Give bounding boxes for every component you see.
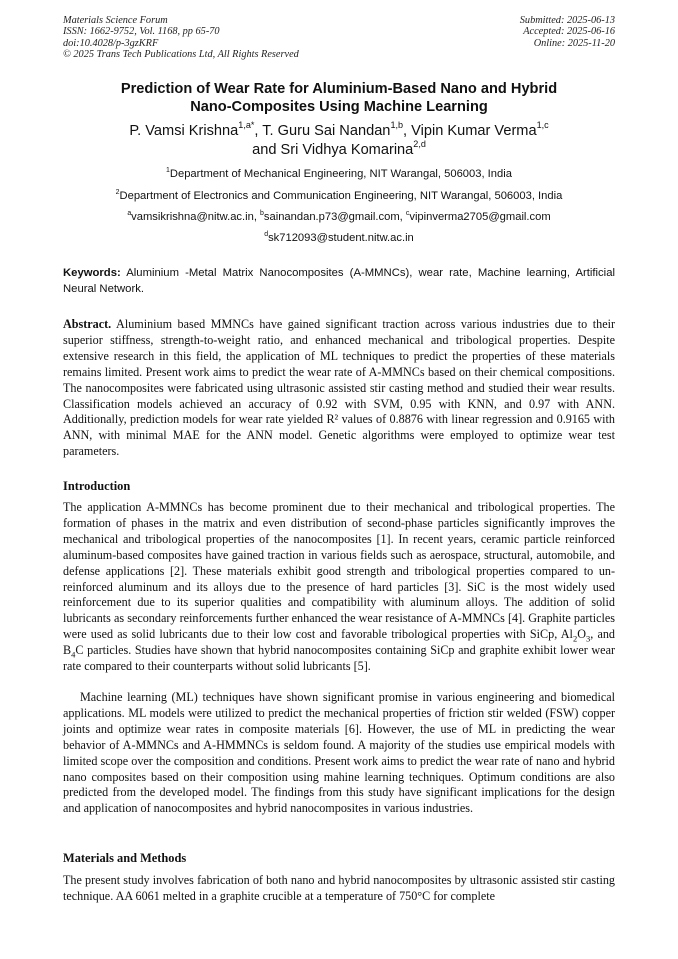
abstract-label: Abstract.	[63, 317, 112, 331]
email-list-2	[40, 232, 638, 245]
email-link[interactable]: vipinverma2705@gmail.com	[409, 211, 551, 223]
author-line-1	[40, 122, 638, 141]
keywords	[63, 266, 615, 297]
email-link[interactable]: sainandan.p73@gmail.com,	[263, 211, 406, 223]
affiliation-1	[40, 168, 638, 181]
email-marker: c	[405, 209, 410, 217]
subscript: 2	[572, 633, 578, 644]
keywords-text: Aluminium -Metal Matrix Nanocomposites (A-MMNCs), wear rate, Machine learning, Artificial Neural Network.	[63, 267, 615, 295]
email-list	[40, 211, 638, 224]
journal-copyright: © 2025 Trans Tech Publications Ltd, All Rights Reserved	[63, 49, 299, 61]
author-name: P. Vamsi Krishna	[129, 123, 239, 139]
publication-dates	[520, 15, 615, 49]
affiliation-text: Department of Electronics and Communication Engineering, NIT Warangal, 506003, India	[119, 190, 563, 202]
date-online: Online: 2025-11-20	[533, 37, 615, 49]
author-name: Sri Vidhya Komarina	[280, 142, 414, 158]
author-marker: 2,d	[413, 139, 426, 150]
author-separator: ,	[254, 123, 263, 139]
abstract-text: Aluminium based MMNCs have gained significant traction across various industries due to their superior stiffness, strength-to-weight ratio, and enhanced mechanical and tribological properties. Despite extensive research in this field, the application of ML techniques to predict the properties of these materials remains limited. Present work aims to predict the wear rate of A-MMNCs based on their chemical compositions. The nanocomposites were fabricated using ultrasonic assisted stir casting method and studied their wear results. Classification models achieved an accuracy of 0.92 with SVM, 0.95 with KNN, and 0.97 with ANN. Additionally, prediction models for wear rate yielded R² values of 0.8876 with linear regression and 0.9165 with ANN, with minimal MAE for the ANN model. Genetic algorithms were employed to optimize wear test parameters.	[63, 317, 615, 459]
paragraph-text: The application A-MMNCs has become prominent due to their mechanical and tribological properties. The formation of phases in the matrix and even distribution of second-phase particles significantly improves the mechanical and tribological properties of the nanocomposites [1]. In recent years, ceramic particle reinforced aluminum-based composites have gained traction in various fields such as aerospace, structural, automobile, and defense applications [2]. These materials exhibit good strength and tribological properties compared to un-reinforced aluminum and its alloys due to the presence of hard particles [3]. SiC is the most widely used reinforcement due to its superior qualities and compatibility with aluminum alloys. The addition of solid lubricants as secondary reinforcements further enhanced the wear resistance of A-MMNCs [4]. Graphite particles were used as solid lubricants due to their low cost and favorable tribological properties with SiCp, Al	[63, 500, 615, 642]
affiliation-text: Department of Mechanical Engineering, NIT Warangal, 506003, India	[169, 168, 512, 180]
paragraph-text: C particles. Studies have shown that hybrid nanocomposites containing SiCp and graphite exhibit lower wear rate compared to their counterparts without solid lubricants [5].	[63, 643, 615, 674]
paragraph-text: , and B	[63, 627, 615, 658]
email-link[interactable]: sk712093@student.nitw.ac.in	[268, 232, 414, 244]
author-separator: ,	[403, 123, 412, 139]
introduction-paragraph-2: Machine learning (ML) techniques have shown significant promise in various engineering and biomedical applications. ML models were utilized to predict the mechanical properties of friction stir welded (FSW) copper joints and optimize wear rates in composite materials [6]. However, the use of ML in predicting the wear behavior of A-MMNCs and A-HMMNCs is seldom found. A majority of the studies use empirical models with limited scope over the composition and conditions. Present work aims to predict the wear rate of nano and hybrid nano composites based on their composition using mahine learning techniques. Optimum conditions are also predicted from the developed model. The findings from this study have significant implications for the design and application of nanocomposites and hybrid nanocomposites in various industries.	[63, 690, 615, 816]
author-conjunction: and	[252, 142, 281, 158]
email-marker: a	[127, 209, 132, 217]
affiliation-marker: 2	[115, 188, 120, 196]
author-list	[40, 122, 638, 160]
affiliation-2	[40, 190, 638, 203]
abstract	[63, 317, 615, 460]
author-line-2	[40, 141, 638, 160]
paper-title-line-2: Nano-Composites Using Machine Learning	[190, 98, 488, 115]
date-submitted: Submitted: 2025-06-13	[519, 15, 615, 26]
journal-name: Materials Science Forum	[63, 15, 168, 26]
keywords-label: Keywords:	[63, 267, 121, 279]
journal-doi[interactable]: doi:10.4028/p-3gzKRF	[63, 37, 159, 49]
affiliation-marker: 1	[166, 166, 170, 174]
paragraph-text: O	[577, 627, 586, 642]
author-marker: 1,c	[536, 120, 549, 131]
section-heading-introduction: Introduction	[63, 479, 131, 493]
methods-paragraph-1: The present study involves fabrication of both nano and hybrid nanocomposites by ultrasonic assisted stir casting technique. AA 6061 melted in a graphite crucible at a temperature of 750°C for complete	[63, 873, 615, 903]
journal-issn: ISSN: 1662-9752, Vol. 1168, pp 65-70	[63, 26, 220, 38]
author-name: T. Guru Sai Nandan	[262, 123, 391, 139]
subscript: 4	[71, 649, 76, 660]
author-marker: 1,b	[390, 120, 404, 131]
email-link[interactable]: vamsikrishna@nitw.ac.in,	[131, 211, 261, 223]
author-marker: 1,a*	[238, 120, 255, 131]
introduction-paragraph-1	[63, 500, 615, 675]
paper-title	[40, 81, 638, 116]
email-marker: b	[260, 209, 264, 217]
subscript: 3	[585, 633, 591, 644]
email-marker: d	[264, 230, 269, 238]
paper-title-line-1: Prediction of Wear Rate for Aluminium-Based Nano and Hybrid	[120, 81, 558, 97]
date-accepted: Accepted: 2025-06-16	[523, 26, 615, 38]
journal-info	[63, 15, 299, 61]
section-heading-materials-methods: Materials and Methods	[63, 851, 187, 865]
author-name: Vipin Kumar Verma	[411, 123, 537, 139]
